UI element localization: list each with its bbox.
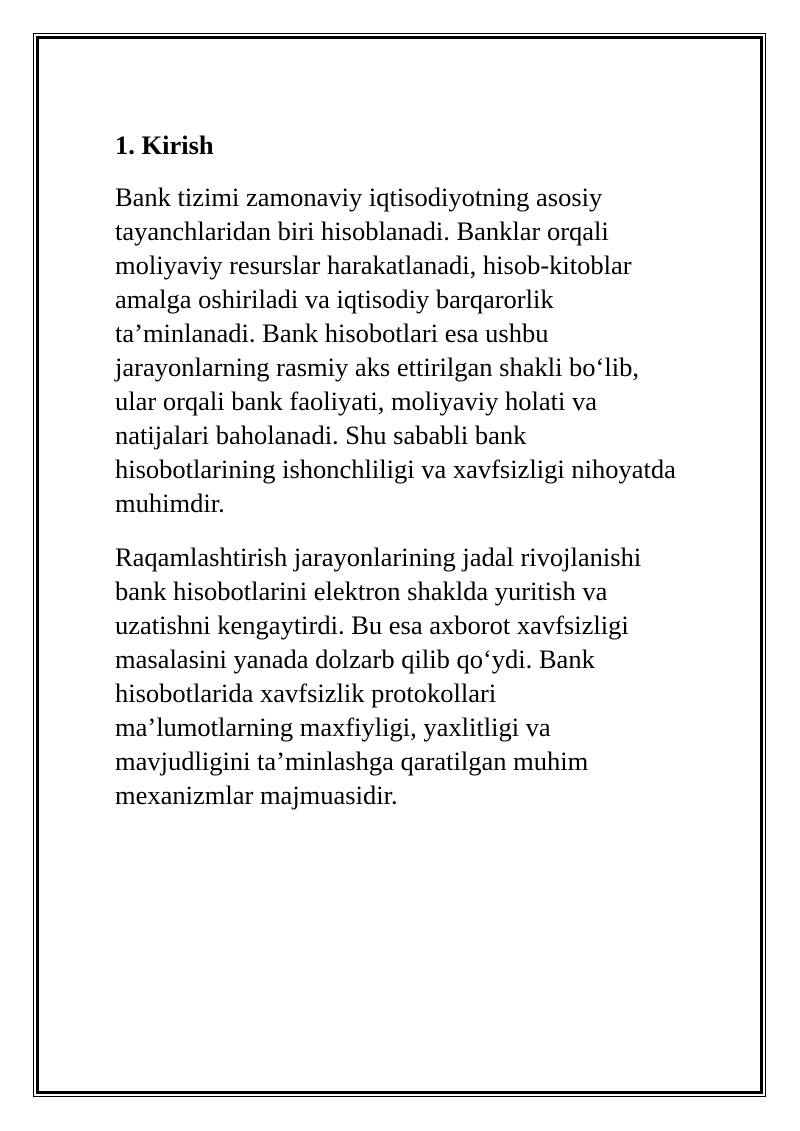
paragraph-line: uzatishni kengaytirdi. Bu esa axborot xavfsizligi bbox=[115, 610, 629, 640]
paragraph-line: ma’lumotlarning maxfiyligi, yaxlitligi va bbox=[115, 712, 551, 742]
paragraph-line: bank hisobotlarini elektron shaklda yuritish va bbox=[115, 576, 608, 606]
paragraph-line: hisobotlarining ishonchliligi va xavfsizligi nihoyatda bbox=[115, 454, 676, 484]
paragraph-line: moliyaviy resurslar harakatlanadi, hisob-kitoblar bbox=[115, 250, 632, 280]
paragraph-1 bbox=[115, 180, 755, 520]
document-body bbox=[115, 128, 755, 832]
paragraph-line: tayanchlaridan biri hisoblanadi. Banklar orqali bbox=[115, 216, 609, 246]
section-heading: 1. Kirish bbox=[115, 130, 214, 160]
paragraph-line: ta’minlanadi. Bank hisobotlari esa ushbu bbox=[115, 318, 549, 348]
paragraph-line: mavjudligini ta’minlashga qaratilgan muhim bbox=[115, 746, 589, 776]
paragraph-line: jarayonlarning rasmiy aks ettirilgan shakli bo‘lib, bbox=[115, 352, 639, 382]
paragraph-line: natijalari baholanadi. Shu sababli bank bbox=[115, 420, 527, 450]
paragraph-line: Bank tizimi zamonaviy iqtisodiyotning asosiy bbox=[115, 182, 603, 212]
paragraph-line: Raqamlashtirish jarayonlarining jadal rivojlanishi bbox=[115, 542, 642, 572]
paragraph-line: hisobotlarida xavfsizlik protokollari bbox=[115, 678, 497, 708]
paragraph-line: muhimdir. bbox=[115, 488, 225, 518]
paragraph-line: amalga oshiriladi va iqtisodiy barqarorlik bbox=[115, 284, 554, 314]
paragraph-line: ular orqali bank faoliyati, moliyaviy holati va bbox=[115, 386, 598, 416]
paragraph-line: masalasini yanada dolzarb qilib qo‘ydi. Bank bbox=[115, 644, 595, 674]
paragraph-2 bbox=[115, 540, 755, 812]
paragraph-line: mexanizmlar majmuasidir. bbox=[115, 780, 398, 810]
